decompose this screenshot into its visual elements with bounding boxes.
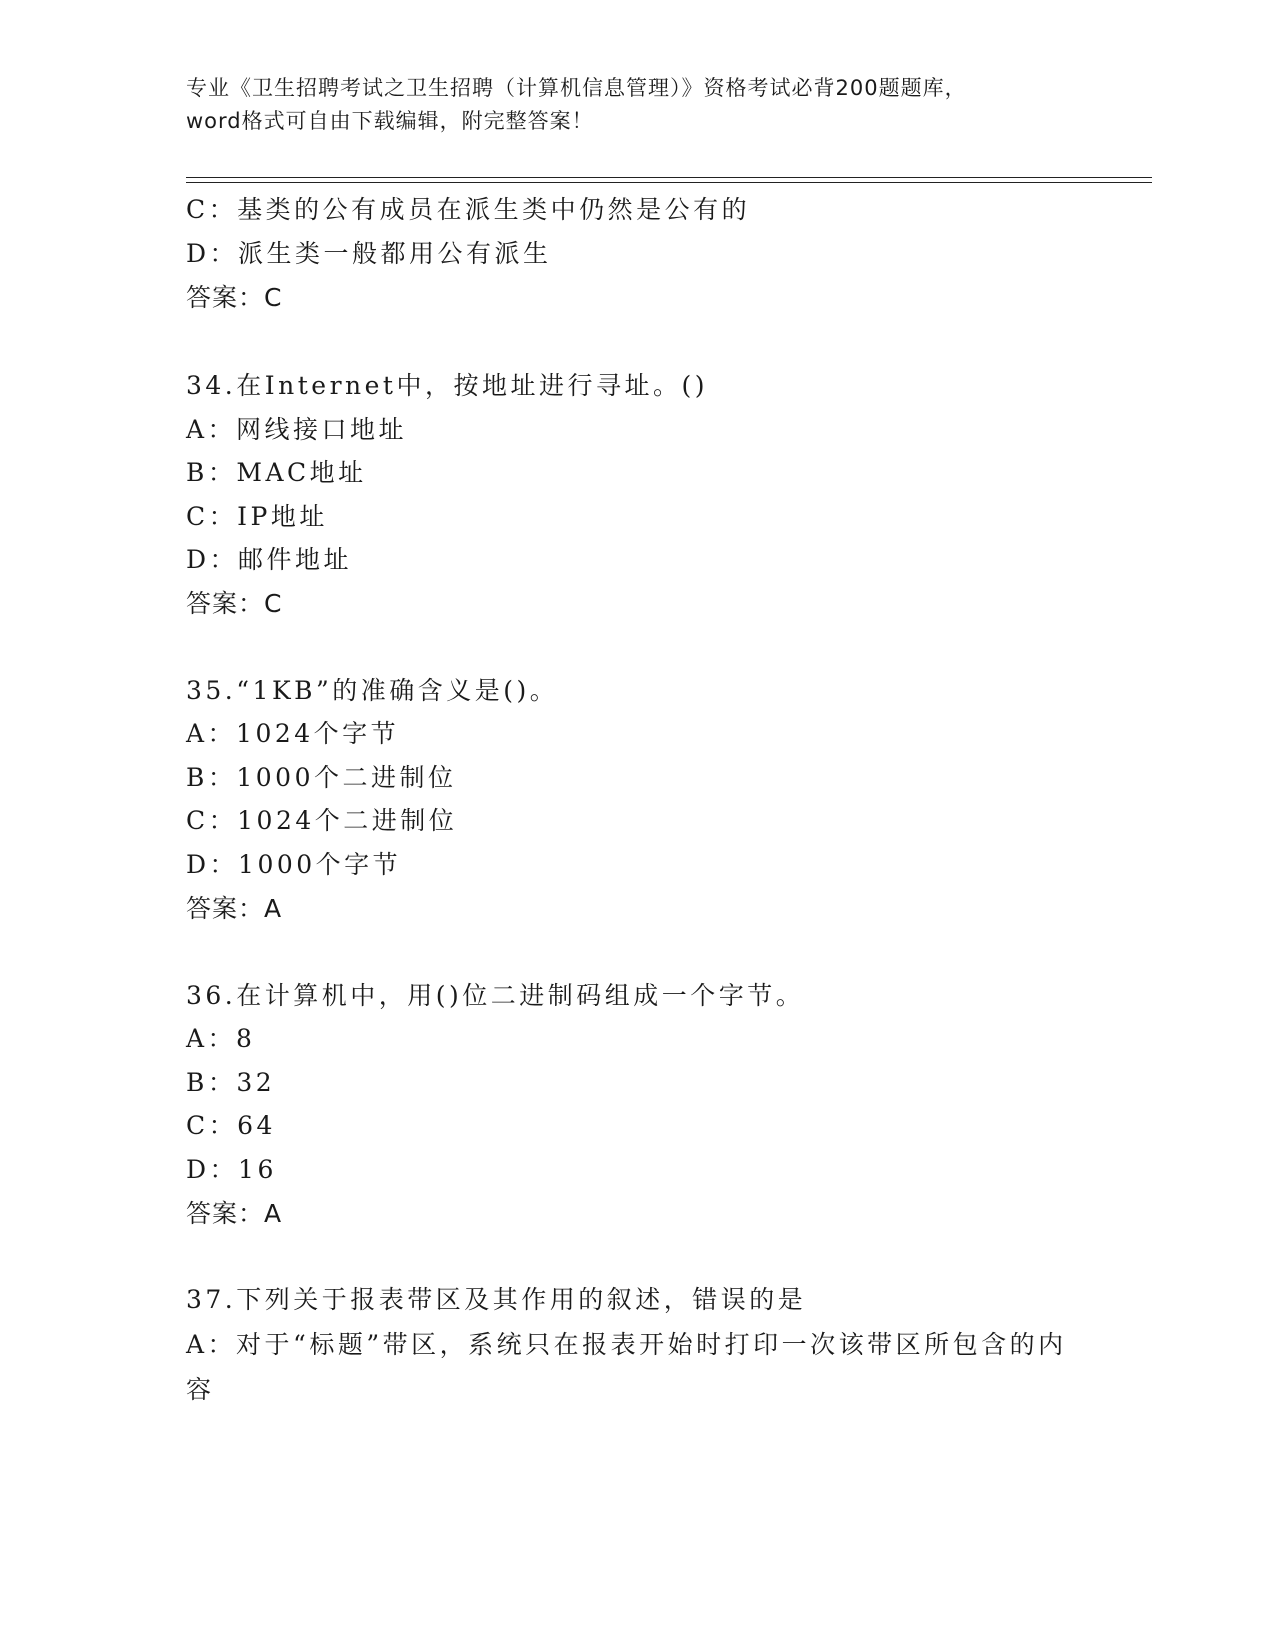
option-c: C：基类的公有成员在派生类中仍然是公有的 (186, 195, 751, 224)
option-a: A：对于“标题”带区，系统只在报表开始时打印一次该带区所包含的内容 (186, 1330, 1067, 1404)
header-line-2: word格式可自由下载编辑，附完整答案！ (186, 109, 594, 133)
question-stem: 34.在Internet中，按地址进行寻址。() (186, 371, 708, 400)
answer-line: 答案：C (186, 283, 283, 312)
question-stem: 37.下列关于报表带区及其作用的叙述，错误的是 (186, 1285, 807, 1314)
header-divider-bottom (186, 182, 1152, 183)
answer-line: 答案：A (186, 894, 283, 923)
header-divider-top (186, 177, 1152, 178)
option-d: D：16 (186, 1155, 277, 1184)
option-c: C：IP地址 (186, 502, 328, 531)
option-d: D：派生类一般都用公有派生 (186, 239, 552, 268)
answer-line: 答案：C (186, 589, 283, 618)
answer-line: 答案：A (186, 1199, 283, 1228)
option-b: B：1000个二进制位 (186, 763, 457, 792)
option-a: A：网线接口地址 (186, 415, 408, 444)
question-stem: 36.在计算机中，用()位二进制码组成一个字节。 (186, 981, 805, 1010)
header-line-1: 专业《卫生招聘考试之卫生招聘（计算机信息管理）》资格考试必背200题题库， (186, 76, 967, 100)
document-header (186, 72, 1086, 138)
option-b: B：MAC地址 (186, 458, 367, 487)
option-d: D：1000个字节 (186, 850, 402, 879)
option-c: C：1024个二进制位 (186, 806, 458, 835)
option-a: A：1024个字节 (186, 719, 400, 748)
option-d: D：邮件地址 (186, 545, 353, 574)
option-b: B：32 (186, 1068, 276, 1097)
question-stem: 35.“1KB”的准确含义是()。 (186, 676, 559, 705)
option-a: A：8 (186, 1024, 256, 1053)
option-c: C：64 (186, 1111, 276, 1140)
